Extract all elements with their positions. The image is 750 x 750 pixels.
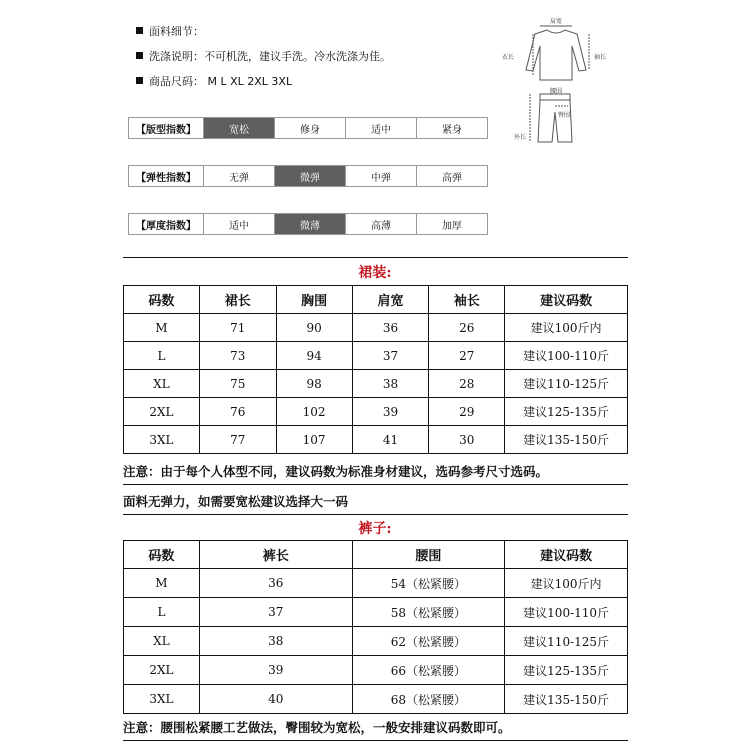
fit-option-regular: 适中 (346, 118, 417, 138)
divider (123, 257, 628, 258)
table-cell: 3XL (124, 426, 200, 454)
waist-label: 腰围 (550, 88, 563, 95)
table-cell: 2XL (124, 398, 200, 426)
table-cell: XL (124, 370, 200, 398)
table-cell: 102 (276, 398, 352, 426)
elasticity-option-medium: 中弹 (346, 166, 417, 186)
table-cell: 37 (199, 598, 352, 627)
table-cell: 107 (276, 426, 352, 454)
table-cell: M (124, 314, 200, 342)
table-cell: 98 (276, 370, 352, 398)
elasticity-option-slight: 微弹 (275, 166, 346, 186)
table-cell: 建议110-125斤 (505, 627, 628, 656)
table-cell: 建议135-150斤 (505, 426, 628, 454)
fabric-details-line (136, 25, 204, 39)
fit-index-label: 【版型指数】 (129, 118, 204, 138)
header-shoulder: 肩宽 (352, 286, 429, 314)
table-row (124, 627, 628, 656)
table-cell: 建议100-110斤 (505, 342, 628, 370)
divider (123, 484, 628, 485)
table-cell: 26 (429, 314, 505, 342)
table-cell: 38 (199, 627, 352, 656)
bullet-square-icon (136, 77, 143, 84)
fit-option-tight: 紧身 (442, 124, 462, 136)
table-cell: XL (124, 627, 200, 656)
header-waist: 腰围 (352, 541, 505, 569)
pants-note: 注意：腰围松紧腰工艺做法，臀围较为宽松，一般安排建议码数即可。 (123, 720, 511, 735)
bullet-square-icon (136, 27, 143, 34)
fit-index-row (128, 117, 488, 139)
table-cell: 建议125-135斤 (505, 656, 628, 685)
table-row (124, 370, 628, 398)
skirt-note: 注意：由于每个人体型不同，建议码数为标准身材建议，选码参考尺寸选码。 (123, 464, 549, 479)
thickness-option-very-thin: 高薄 (346, 214, 417, 234)
table-cell: 29 (429, 398, 505, 426)
thickness-option-thin: 微薄 (275, 214, 346, 234)
sleeve-label: 袖长 (594, 54, 607, 61)
table-header-row (124, 541, 628, 569)
table-cell: 68（松紧腰） (352, 685, 505, 714)
table-cell: 58（松紧腰） (352, 598, 505, 627)
thickness-option-moderate: 适中 (204, 214, 275, 234)
header-size: 码数 (124, 286, 200, 314)
washing-text: 洗涤说明：不可机洗，建议手洗。冷水洗涤为佳。 (149, 50, 391, 63)
bullet-square-icon (136, 52, 143, 59)
table-cell: 39 (352, 398, 429, 426)
elasticity-index-label: 【弹性指数】 (129, 166, 204, 186)
table-cell: 建议100-110斤 (505, 598, 628, 627)
header-pants-length: 裤长 (199, 541, 352, 569)
table-cell: 38 (352, 370, 429, 398)
table-cell: 37 (352, 342, 429, 370)
shoulder-label: 肩宽 (550, 18, 563, 25)
table-cell: 66（松紧腰） (352, 656, 505, 685)
table-row (124, 314, 628, 342)
table-cell: 2XL (124, 656, 200, 685)
elasticity-index-row (128, 165, 488, 187)
washing-line (136, 50, 391, 64)
table-cell: 建议100斤内 (505, 569, 628, 598)
table-cell: 76 (199, 398, 276, 426)
header-size: 码数 (124, 541, 200, 569)
pants-size-table (123, 540, 628, 714)
table-cell: 30 (429, 426, 505, 454)
table-cell: 54（松紧腰） (352, 569, 505, 598)
table-cell: M (124, 569, 200, 598)
table-row (124, 598, 628, 627)
table-cell: 40 (199, 685, 352, 714)
table-row (124, 685, 628, 714)
elasticity-option-none: 无弹 (204, 166, 275, 186)
table-cell: 39 (199, 656, 352, 685)
table-cell: 41 (352, 426, 429, 454)
table-row (124, 569, 628, 598)
table-cell: 建议110-125斤 (505, 370, 628, 398)
pants-section-title: 裤子: (358, 521, 392, 537)
fabric-details-text: 面料细节： (149, 25, 204, 38)
fabric-note: 面料无弹力，如需要宽松建议选择大一码 (123, 494, 349, 509)
hip-label: 臀围 (558, 112, 571, 119)
table-cell: 28 (429, 370, 505, 398)
garment-diagram-icon (500, 14, 620, 144)
thickness-index-row (128, 213, 488, 235)
table-row (124, 342, 628, 370)
fit-option-loose: 宽松 (204, 118, 275, 138)
outseam-label: 外长 (514, 134, 527, 141)
table-cell: L (124, 342, 200, 370)
table-cell: L (124, 598, 200, 627)
table-cell: 71 (199, 314, 276, 342)
thickness-index-label: 【厚度指数】 (129, 214, 204, 234)
table-cell: 建议125-135斤 (505, 398, 628, 426)
fit-option-slim: 修身 (275, 118, 346, 138)
divider (123, 514, 628, 515)
table-cell: 建议100斤内 (505, 314, 628, 342)
table-cell: 73 (199, 342, 276, 370)
table-row (124, 398, 628, 426)
skirt-section-title: 裙装: (358, 265, 392, 281)
header-recommended-size: 建议码数 (505, 541, 628, 569)
header-bust: 胸围 (276, 286, 352, 314)
measurement-diagram (500, 14, 620, 144)
sizes-line (136, 75, 292, 89)
table-header-row (124, 286, 628, 314)
table-cell: 建议135-150斤 (505, 685, 628, 714)
length-label: 衣长 (502, 54, 515, 61)
table-cell: 3XL (124, 685, 200, 714)
table-row (124, 656, 628, 685)
thickness-option-thick: 加厚 (442, 220, 462, 232)
table-cell: 75 (199, 370, 276, 398)
table-cell: 94 (276, 342, 352, 370)
skirt-size-table (123, 285, 628, 454)
sizes-text: 商品尺码： M L XL 2XL 3XL (149, 75, 293, 88)
table-cell: 36 (199, 569, 352, 598)
elasticity-option-high: 高弹 (442, 172, 462, 184)
table-cell: 62（松紧腰） (352, 627, 505, 656)
table-cell: 27 (429, 342, 505, 370)
table-cell: 77 (199, 426, 276, 454)
header-recommended-size: 建议码数 (505, 286, 628, 314)
divider (123, 740, 628, 741)
header-sleeve: 袖长 (429, 286, 505, 314)
table-row (124, 426, 628, 454)
table-cell: 90 (276, 314, 352, 342)
table-cell: 36 (352, 314, 429, 342)
header-skirt-length: 裙长 (199, 286, 276, 314)
